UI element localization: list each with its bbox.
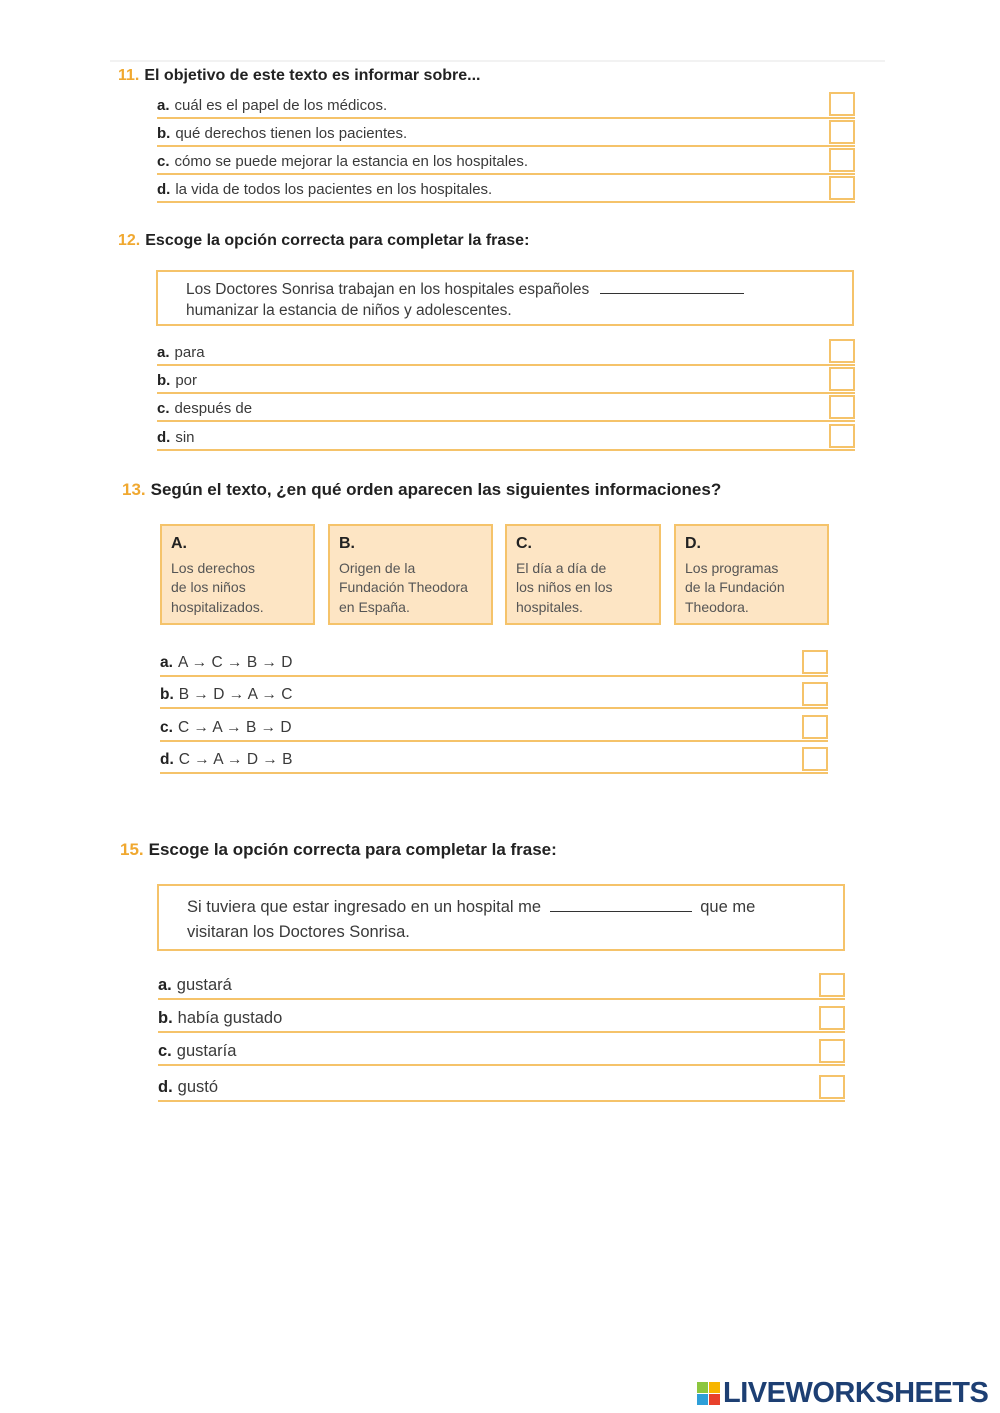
option-label: cómo se puede mejorar la estancia en los hospitales. [174, 153, 529, 170]
answer-option[interactable] [160, 712, 828, 742]
answer-checkbox[interactable] [829, 424, 855, 448]
answer-option[interactable] [158, 1036, 845, 1066]
option-label: después de [174, 400, 253, 417]
option-letter: c. [157, 400, 170, 417]
question-text: Escoge la opción correcta para completar la frase: [145, 232, 530, 249]
divider [110, 60, 885, 62]
q11-title [118, 67, 480, 85]
sentence-blank [600, 279, 744, 294]
option-letter: a. [157, 97, 170, 114]
card-label: C. [516, 535, 532, 552]
option-text [157, 97, 387, 114]
card-line: hospitales. [516, 598, 583, 615]
answer-option[interactable] [160, 647, 828, 677]
question-number: 13. [122, 480, 146, 499]
answer-checkbox[interactable] [829, 148, 855, 172]
card-line: los niños en los [516, 579, 613, 595]
card-line: Fundación Theodora [339, 579, 468, 595]
answer-checkbox[interactable] [802, 650, 828, 674]
answer-checkbox[interactable] [829, 176, 855, 200]
option-label: para [174, 344, 205, 361]
option-label: A → C → B → D [177, 654, 293, 671]
question-number: 12. [118, 232, 141, 249]
option-text [157, 181, 492, 198]
answer-option[interactable] [157, 173, 855, 203]
option-label: qué derechos tienen los pacientes. [175, 125, 408, 142]
sentence-text: Si tuviera que estar ingresado en un hospital me [187, 898, 542, 916]
option-letter: b. [157, 372, 171, 389]
info-card [674, 524, 829, 625]
card-line: hospitalizados. [171, 598, 264, 615]
answer-checkbox[interactable] [802, 682, 828, 706]
card-label: B. [339, 535, 355, 552]
option-label: había gustado [177, 1009, 283, 1027]
option-letter: c. [160, 719, 173, 736]
option-label: gustó [177, 1078, 219, 1096]
option-text [157, 153, 528, 170]
card-label: A. [171, 535, 187, 552]
option-label: C → A → B → D [177, 719, 292, 736]
q13-title [122, 480, 721, 500]
question-number: 15. [120, 840, 144, 859]
option-label: sin [175, 429, 195, 446]
q12-title [118, 232, 529, 250]
answer-checkbox[interactable] [802, 747, 828, 771]
option-label: cuál es el papel de los médicos. [174, 97, 388, 114]
logo-text: LIVEWORKSHEETS [723, 1377, 989, 1409]
info-card [160, 524, 315, 625]
answer-option[interactable] [157, 117, 855, 147]
option-label: la vida de todos los pacientes en los hospitales. [175, 181, 493, 198]
answer-option[interactable] [157, 145, 855, 175]
option-label: C → A → D → B [178, 751, 293, 768]
card-line: Los derechos [171, 559, 256, 576]
sentence-text: visitaran los Doctores Sonrisa. [187, 923, 410, 941]
option-text [160, 719, 292, 737]
option-text [157, 372, 197, 389]
option-letter: d. [157, 181, 171, 198]
answer-checkbox[interactable] [819, 1006, 845, 1030]
answer-option[interactable] [158, 1003, 845, 1033]
card-line: El día a día de [516, 559, 607, 576]
answer-option[interactable] [158, 1072, 845, 1102]
option-label: B → D → A → C [178, 686, 293, 703]
q12-sentence-box [156, 270, 854, 326]
answer-checkbox[interactable] [829, 92, 855, 116]
option-text [157, 125, 407, 142]
option-label: por [175, 372, 198, 389]
answer-checkbox[interactable] [829, 339, 855, 363]
answer-checkbox[interactable] [802, 715, 828, 739]
answer-option[interactable] [157, 336, 855, 366]
question-text: Escoge la opción correcta para completar la frase: [148, 840, 557, 859]
question-number: 11. [118, 67, 140, 84]
option-letter: a. [157, 344, 170, 361]
answer-checkbox[interactable] [829, 395, 855, 419]
option-letter: b. [160, 686, 174, 703]
answer-checkbox[interactable] [819, 1039, 845, 1063]
option-text [158, 1009, 282, 1028]
option-label: gustaría [176, 1042, 237, 1060]
sentence-text: humanizar la estancia de niños y adolescentes. [186, 302, 512, 319]
option-letter: b. [158, 1009, 173, 1027]
option-text [160, 686, 292, 704]
option-text [160, 751, 292, 769]
option-label: gustará [176, 976, 232, 994]
option-letter: c. [158, 1042, 172, 1060]
option-text [158, 1042, 236, 1061]
option-text [158, 1078, 218, 1097]
option-letter: d. [158, 1078, 173, 1096]
option-text [160, 654, 293, 672]
q15-title [120, 840, 557, 860]
option-letter: b. [157, 125, 171, 142]
answer-option[interactable] [157, 89, 855, 119]
answer-option[interactable] [157, 364, 855, 394]
answer-option[interactable] [158, 970, 845, 1000]
card-line: de la Fundación [685, 579, 785, 595]
card-line: Origen de la [339, 559, 416, 576]
answer-option[interactable] [160, 744, 828, 774]
answer-option[interactable] [160, 679, 828, 709]
sentence-blank [550, 897, 692, 912]
answer-checkbox[interactable] [819, 973, 845, 997]
sentence-text: que me [700, 898, 756, 916]
answer-option[interactable] [157, 392, 855, 422]
option-text [157, 344, 205, 361]
option-letter: a. [160, 654, 173, 671]
option-letter: d. [160, 751, 174, 768]
info-card [328, 524, 493, 625]
sentence-text: Los Doctores Sonrisa trabajan en los hospitales españoles [186, 281, 590, 298]
answer-checkbox[interactable] [819, 1075, 845, 1099]
option-text [157, 429, 195, 446]
option-letter: c. [157, 153, 170, 170]
liveworksheets-logo [697, 1377, 988, 1410]
card-label: D. [685, 535, 701, 552]
card-line: Theodora. [685, 598, 749, 615]
answer-checkbox[interactable] [829, 120, 855, 144]
answer-checkbox[interactable] [829, 367, 855, 391]
q15-sentence-box [157, 884, 845, 951]
info-card [505, 524, 661, 625]
option-letter: d. [157, 429, 171, 446]
question-text: Según el texto, ¿en qué orden aparecen las siguientes informaciones? [150, 480, 722, 499]
logo-badge-icon [697, 1382, 720, 1405]
option-text [157, 400, 252, 417]
question-text: El objetivo de este texto es informar sobre... [144, 67, 481, 84]
option-letter: a. [158, 976, 172, 994]
card-line: Los programas [685, 559, 779, 576]
answer-option[interactable] [157, 421, 855, 451]
card-line: en España. [339, 598, 410, 615]
option-text [158, 976, 232, 995]
card-line: de los niños [171, 579, 246, 595]
